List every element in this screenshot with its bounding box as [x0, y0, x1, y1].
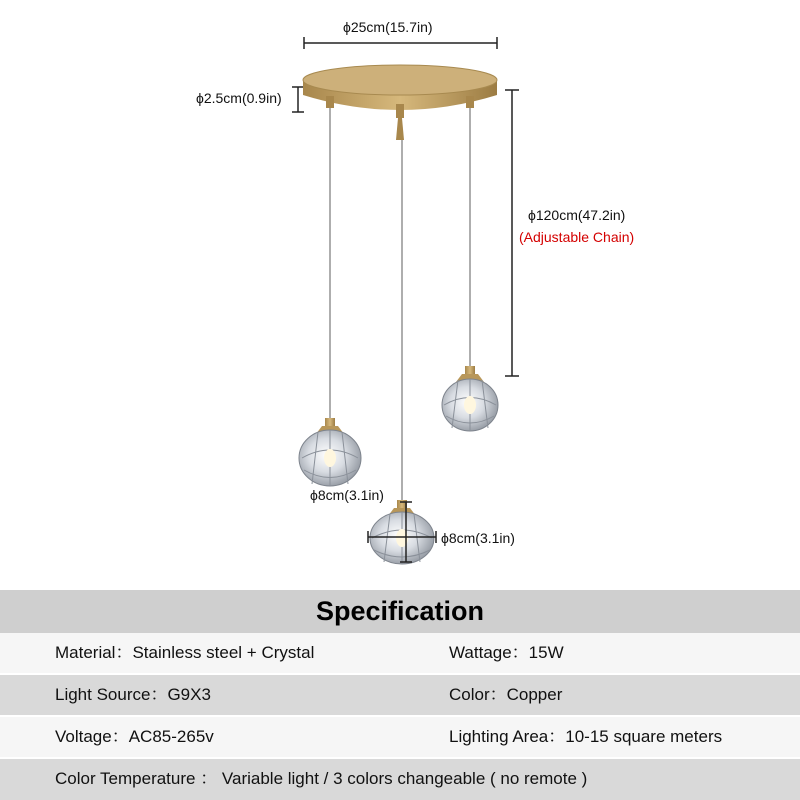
cord-length-label: ϕ120cm(47.2in): [528, 207, 626, 223]
cord-length-dimension-line: [505, 90, 519, 376]
spec-material: Material：Stainless steel + Crystal: [55, 643, 315, 662]
canopy-width-label: ϕ25cm(15.7in): [343, 19, 433, 35]
adjustable-chain-note: (Adjustable Chain): [519, 229, 635, 245]
canopy-height-label: ϕ2.5cm(0.9in): [196, 90, 282, 106]
spec-lighting-area: Lighting Area：10-15 square meters: [449, 727, 723, 746]
spec-row-voltage: [0, 717, 800, 757]
crystal-pendant-right: [442, 366, 498, 431]
spec-wattage: Wattage：15W: [449, 643, 564, 662]
spec-light-source: Light Source：G9X3: [55, 685, 211, 704]
pendant-width-label: ϕ8cm(3.1in): [441, 530, 515, 546]
spec-title: Specification: [0, 590, 800, 633]
canopy-height-dimension-line: [292, 87, 304, 112]
spec-row-light-source: [0, 675, 800, 715]
crystal-pendant-left: [299, 418, 361, 486]
canopy-width-dimension-line: [304, 37, 497, 49]
spec-row-material: [0, 633, 800, 673]
pendant-height-label: ϕ8cm(3.1in): [310, 487, 384, 503]
spec-row-color-temperature: [0, 759, 800, 800]
spec-color: Color：Copper: [449, 685, 563, 704]
specification-table: [0, 590, 800, 800]
spec-color-temperature: Color Temperature ： Variable light / 3 colors changeable ( no remote ): [55, 769, 588, 788]
crystal-pendant-center: [370, 500, 434, 564]
spec-voltage: Voltage：AC85-265v: [55, 727, 214, 746]
